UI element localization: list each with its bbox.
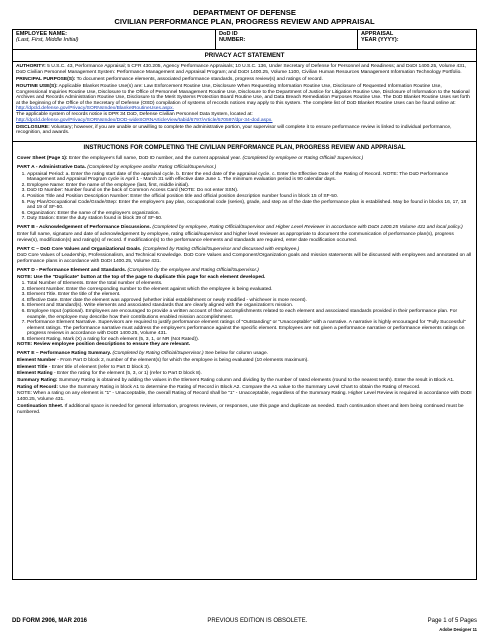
appraisal-year-label-2: YEAR (YYYY): bbox=[361, 37, 399, 44]
software-label: Adobe Designer 11 bbox=[439, 627, 477, 632]
dod-id-label-1: DoD ID bbox=[219, 31, 238, 37]
dod-id-label-2: NUMBER: bbox=[219, 37, 246, 44]
appraisal-year-field[interactable] bbox=[358, 30, 476, 49]
cover-sheet-paragraph bbox=[17, 156, 472, 162]
purpose-label: PRINCIPAL PURPOSE(S): bbox=[16, 76, 76, 82]
form-header bbox=[12, 8, 477, 26]
cover-sheet-note: (Completed by employee or Rating Official/ Supervisor.) bbox=[242, 156, 364, 162]
sorn-link[interactable]: http://dpcld.defense.gov/Privacy/SORNsIndex/DOD-wideSORNArticleView/tabid/6797/Article/570597/dpr-34-dod.aspx. bbox=[16, 117, 273, 123]
instructions-title: INSTRUCTIONS FOR COMPLETING THE CIVILIAN PERFORMANCE PLAN, PROGRESS REVIEW AND APPRAISAL bbox=[83, 144, 406, 151]
authority-label: AUTHORITY: bbox=[16, 64, 46, 69]
part-a-item: 4. Position Title and Position Description Number: Enter the official position title and official position description number found in block 15 of SF-50. bbox=[27, 194, 472, 200]
part-e-line bbox=[17, 385, 472, 391]
part-d-item: 4. Effective Date. Enter date the element was approved (whether initial establishment or newly modified - whichever is more recent). bbox=[27, 298, 472, 304]
part-e-line bbox=[17, 371, 472, 377]
employee-name-field[interactable] bbox=[13, 30, 216, 49]
part-b-note: (Completed by employee, Rating Official/Supervisor and Higher Level Reviewer in accordance with DoDI 1400.25 Volume 431 and local policy.) bbox=[152, 225, 463, 231]
part-d-item: 2. Element Number. Enter the corresponding number to the element against which the employee is being evaluated. bbox=[27, 287, 472, 293]
disclosure-paragraph bbox=[16, 125, 473, 136]
part-e-note: (Completed by Rating Official/Supervisor.) bbox=[112, 351, 204, 357]
part-e-text: See below for column usage. bbox=[205, 351, 269, 357]
privacy-act-title: PRIVACY ACT STATEMENT bbox=[12, 50, 477, 62]
dod-id-field[interactable] bbox=[216, 30, 358, 49]
part-d-item: 7. Performance Element Narrative. Supervisors are required to justify performance element ratings of "Outstanding" or "Unacceptable" with a narrative. A narrative is highly encouraged for "Fully Successful" element ratings. The performance narrative must address the employee's performance against the specific element. Employees are not given a performance narrative or performance elements ratings on progress reviews in accordance with DoDI 1400.25, Volume 431. bbox=[27, 320, 472, 337]
part-a-item: 6. Organization: Enter the name of the employee's organization. bbox=[27, 211, 472, 217]
cover-sheet-text: Enter the employee's full name, DoD ID number, and the current appraisal year. bbox=[68, 156, 242, 162]
disclosure-label: DISCLOSURE: bbox=[16, 124, 50, 130]
part-e-line bbox=[17, 358, 472, 364]
authority-paragraph bbox=[16, 64, 473, 75]
purpose-paragraph bbox=[16, 77, 473, 83]
form-page bbox=[12, 8, 477, 580]
part-e-line-text: Use the Summary Rating in block A1 to determine the Rating of Record in Block A2. Compare the A1 value to the Summary Level Chart to obtain the Rating of Record. bbox=[59, 384, 421, 390]
part-d-item: 1. Total Number of Elements. Enter the total number of elements. bbox=[27, 281, 472, 287]
form-number: DD FORM 2906, MAR 2016 bbox=[12, 618, 88, 624]
part-e-heading: PART E – Performance Rating Summary. (Completed by Rating Official/Supervisor.) See below for column usage. bbox=[17, 351, 269, 357]
page-count: Page 1 of 5 Pages bbox=[427, 618, 477, 624]
employee-name-hint: (Last, First, Middle Initial) bbox=[16, 37, 79, 44]
part-e-line-text: - Enter title of element (refer to Part D block 3). bbox=[48, 364, 151, 370]
part-a-item: 5. Pay Plan/Occupational Code/Grade/Step: Enter the employee's pay plan, occupational code (series), grade, and step as of the date the performance plan is established. May be found in blocks 16, 17, 18 and 19 of SF-50. bbox=[27, 200, 472, 211]
part-c-heading: PART C – DoD Core Values and Organizational Goals. (Completed by Rating Official/Supervisor and discussed with employee.) bbox=[17, 246, 300, 252]
sorn-text: The applicable system of records notice is DPR 34 DoD, Defense Civilian Personnel Data System, located at: bbox=[16, 111, 253, 117]
continuation-label: Continuation Sheet. bbox=[17, 404, 64, 410]
routine-use-link[interactable]: http://dpcld.defense.gov/Privacy/SORNsIndex/BlanketRoutineUses.aspx. bbox=[16, 106, 174, 112]
part-e-line-text: Summary Rating is obtained by adding the values in the Element Rating column and dividing by the number of rated elements (round to the nearest tenth). Enter the result in Block A1. bbox=[58, 378, 455, 383]
part-b-text: Enter full name, signature and date of acknowledgement by employee, rating official/supervisor and higher level reviewer as appropriate to document the communication of performance plan(s), progress review(s), modification(s) and rating(s) of record. If modification(s) to the performance elements and standards are required, enter date modification occurred. bbox=[17, 231, 454, 243]
part-a-item: 7. Duty Station: Enter the duty station found in block 39 of SF-50. bbox=[27, 216, 472, 222]
part-a-item: 2. Employee Name: Enter the name of the employee (last, first, middle initial). bbox=[27, 183, 472, 189]
form-title: CIVILIAN PERFORMANCE PLAN, PROGRESS REVIEW AND APPRAISAL bbox=[114, 17, 375, 26]
continuation-text: If additional space is needed for general information, progress reviews, or responses, use this page and duplicate as needed. Each continuation sheet and item being continued must be numbered. bbox=[17, 404, 464, 415]
part-a-item: 1. Appraisal Period: a. Enter the rating start date of the appraisal cycle. b. Enter the end date of the appraisal cycle. c. Enter the Effective Date of the Rating of Record. NOTE: The DoD Performance Management and Appraisal Program cycle is April 1 - March 31 with effective date June 1. The minimum evaluation period is 90 calendar days. bbox=[27, 172, 472, 183]
part-c-note: (Completed by Rating Official/Supervisor and discussed with employee.) bbox=[142, 246, 300, 252]
part-e-lines bbox=[17, 358, 472, 390]
part-d-list bbox=[17, 281, 472, 342]
part-d-note-duplicate: NOTE: Use the "Duplicate" button at the top of the page to duplicate this page for each element developed. bbox=[17, 274, 266, 280]
part-d-item: 5. Element and Standard(s). Write elements and associated standards that are clearly aligned with the organization's mission. bbox=[27, 303, 472, 309]
purpose-text: To document performance elements, associated performance standards, progress review(s) and ratings of record. bbox=[76, 76, 323, 82]
employee-name-label: EMPLOYEE NAME: bbox=[16, 31, 67, 37]
part-a-list bbox=[17, 172, 472, 222]
part-d-note: (Completed by the employee and Rating Official/Supervisor.) bbox=[127, 268, 259, 273]
identity-row bbox=[12, 29, 477, 50]
part-e-line-label: Rating of Record: bbox=[17, 384, 59, 390]
part-d-item: 6. Employee Input (optional). Employees are encouraged to provide a written account of their accomplishments related to each element and associated standards provided in their performance plan. For example, the employee may describe how their contributions enabled mission accomplishment. bbox=[27, 309, 472, 320]
authority-text: 5 U.S.C. 43, Performance Appraisal; 5 CFR 430.205, Agency Performance Appraisals; 10 U.S.C. 136, Under Secretary of Defense for Personnel and Readiness; and DoDI 1400.25, Volume 431, DoD Civilian Personnel Management System: Performance Management and Appraisal Program; and DoDI 1400.25, Volume 1100, Civilian Human Resources Management Information Technology Portfolio. bbox=[16, 64, 467, 75]
part-d-heading: PART D - Performance Element and Standards. (Completed by the employee and Rating Official/Supervisor.) bbox=[17, 268, 259, 273]
routine-use-text: Applicable Blanket Routine Use(s) are: Law Enforcement Routine Use, Disclosure When Requesting Information Routine Use, Disclosure of Requested Information Routine Use, Congressional Inquiries Routine Use, Disclosure to the Office of Personnel Management Routine Use, Disclosure to the Department of Justice for Litigation Routine Use, Disclosure of Information to the National Archives and Records Administration Routine Use, Disclosure to the Merit Systems Protection Board Routine Use, and Data Breach Remediation Purposes Routine Use. The DoD Blanket Routine Uses set forth at the beginning of the Office of the Secretary of Defense (OSD) compilation of systems of records notices may apply to this system. The complete list of DoD Blanket Routine Uses can be found online at: bbox=[16, 83, 470, 106]
form-footer bbox=[12, 618, 477, 624]
continuation-paragraph bbox=[17, 404, 472, 415]
routine-use-label: ROUTINE USE(S): bbox=[16, 83, 58, 89]
appraisal-year-label-1: APPRAISAL bbox=[361, 31, 394, 37]
part-a-heading: PART A - Administrative Data. (Completed by employee and/or Rating Official/Supervisor.) bbox=[17, 165, 217, 171]
part-a-note: (Completed by employee and/or Rating Official/Supervisor.) bbox=[87, 165, 217, 171]
part-e-line-label: Element Title bbox=[17, 364, 48, 370]
part-e-line-text: - Enter the rating for the element (5, 3, or 1) (refer to Part D block 8). bbox=[53, 371, 202, 377]
routine-use-paragraph bbox=[16, 84, 473, 123]
part-e-line-label: Element Number bbox=[17, 358, 56, 364]
agency-name: DEPARTMENT OF DEFENSE bbox=[193, 8, 296, 17]
part-e-line-label: Element Rating bbox=[17, 371, 53, 377]
part-d-item: 3. Element Title. Enter the title of the element. bbox=[27, 292, 472, 298]
obsolete-notice: PREVIOUS EDITION IS OBSOLETE. bbox=[207, 618, 308, 624]
part-d-note-review: NOTE: Review employee position descriptions to ensure they are relevant. bbox=[17, 342, 191, 348]
cover-sheet-label: Cover Sheet (Page 1): bbox=[17, 156, 68, 162]
part-e-line bbox=[17, 378, 472, 384]
instructions-section bbox=[12, 142, 477, 580]
part-c-text: DoD Core Values of Leadership, Professionalism, and Technical Knowledge. DoD Core Values and Component/Organization goals and mission statements will be discussed with employees and annotated on all performance plans in accordance with DoDI 1400.25, Volume 431. bbox=[17, 253, 472, 264]
part-b-heading: PART B - Acknowledgement of Performance Discussions. (Completed by employee, Rating Official/Supervisor and Higher Level Reviewer in accordance with DoDI 1400.25 Volume 431 and local policy.) bbox=[17, 225, 463, 231]
part-a-item: 3. DoD ID Number: Number found on the back of Common Access Card (NOTE: Do not enter SSN). bbox=[27, 188, 472, 194]
part-e-line-text: - From Part D block 2, number of the element(s) for which the employee is being evaluated (10 elements maximum). bbox=[57, 358, 309, 364]
part-e-line bbox=[17, 365, 472, 371]
disclosure-text: Voluntary; however, if you are unable or unwilling to complete the administrative portion, your supervisor will complete it to ensure performance review is linked to individual performance, recognition, and awards. bbox=[16, 124, 452, 136]
privacy-act-statement bbox=[12, 62, 477, 142]
part-e-note-unacceptable: NOTE: When a rating on any element is "1" - Unacceptable, the overall Rating of Record shall be "1" - Unacceptable, regardless of the Summary Rating. Higher Level Review is required in accordance with DoDI 1400.25, Volume 431. bbox=[17, 391, 472, 402]
part-d-item: 8. Element Rating. Mark (X) a rating for each element (5, 3, 1, or NR (Not Rated)). bbox=[27, 337, 472, 343]
part-e-line-label: Summary Rating: bbox=[17, 378, 58, 383]
